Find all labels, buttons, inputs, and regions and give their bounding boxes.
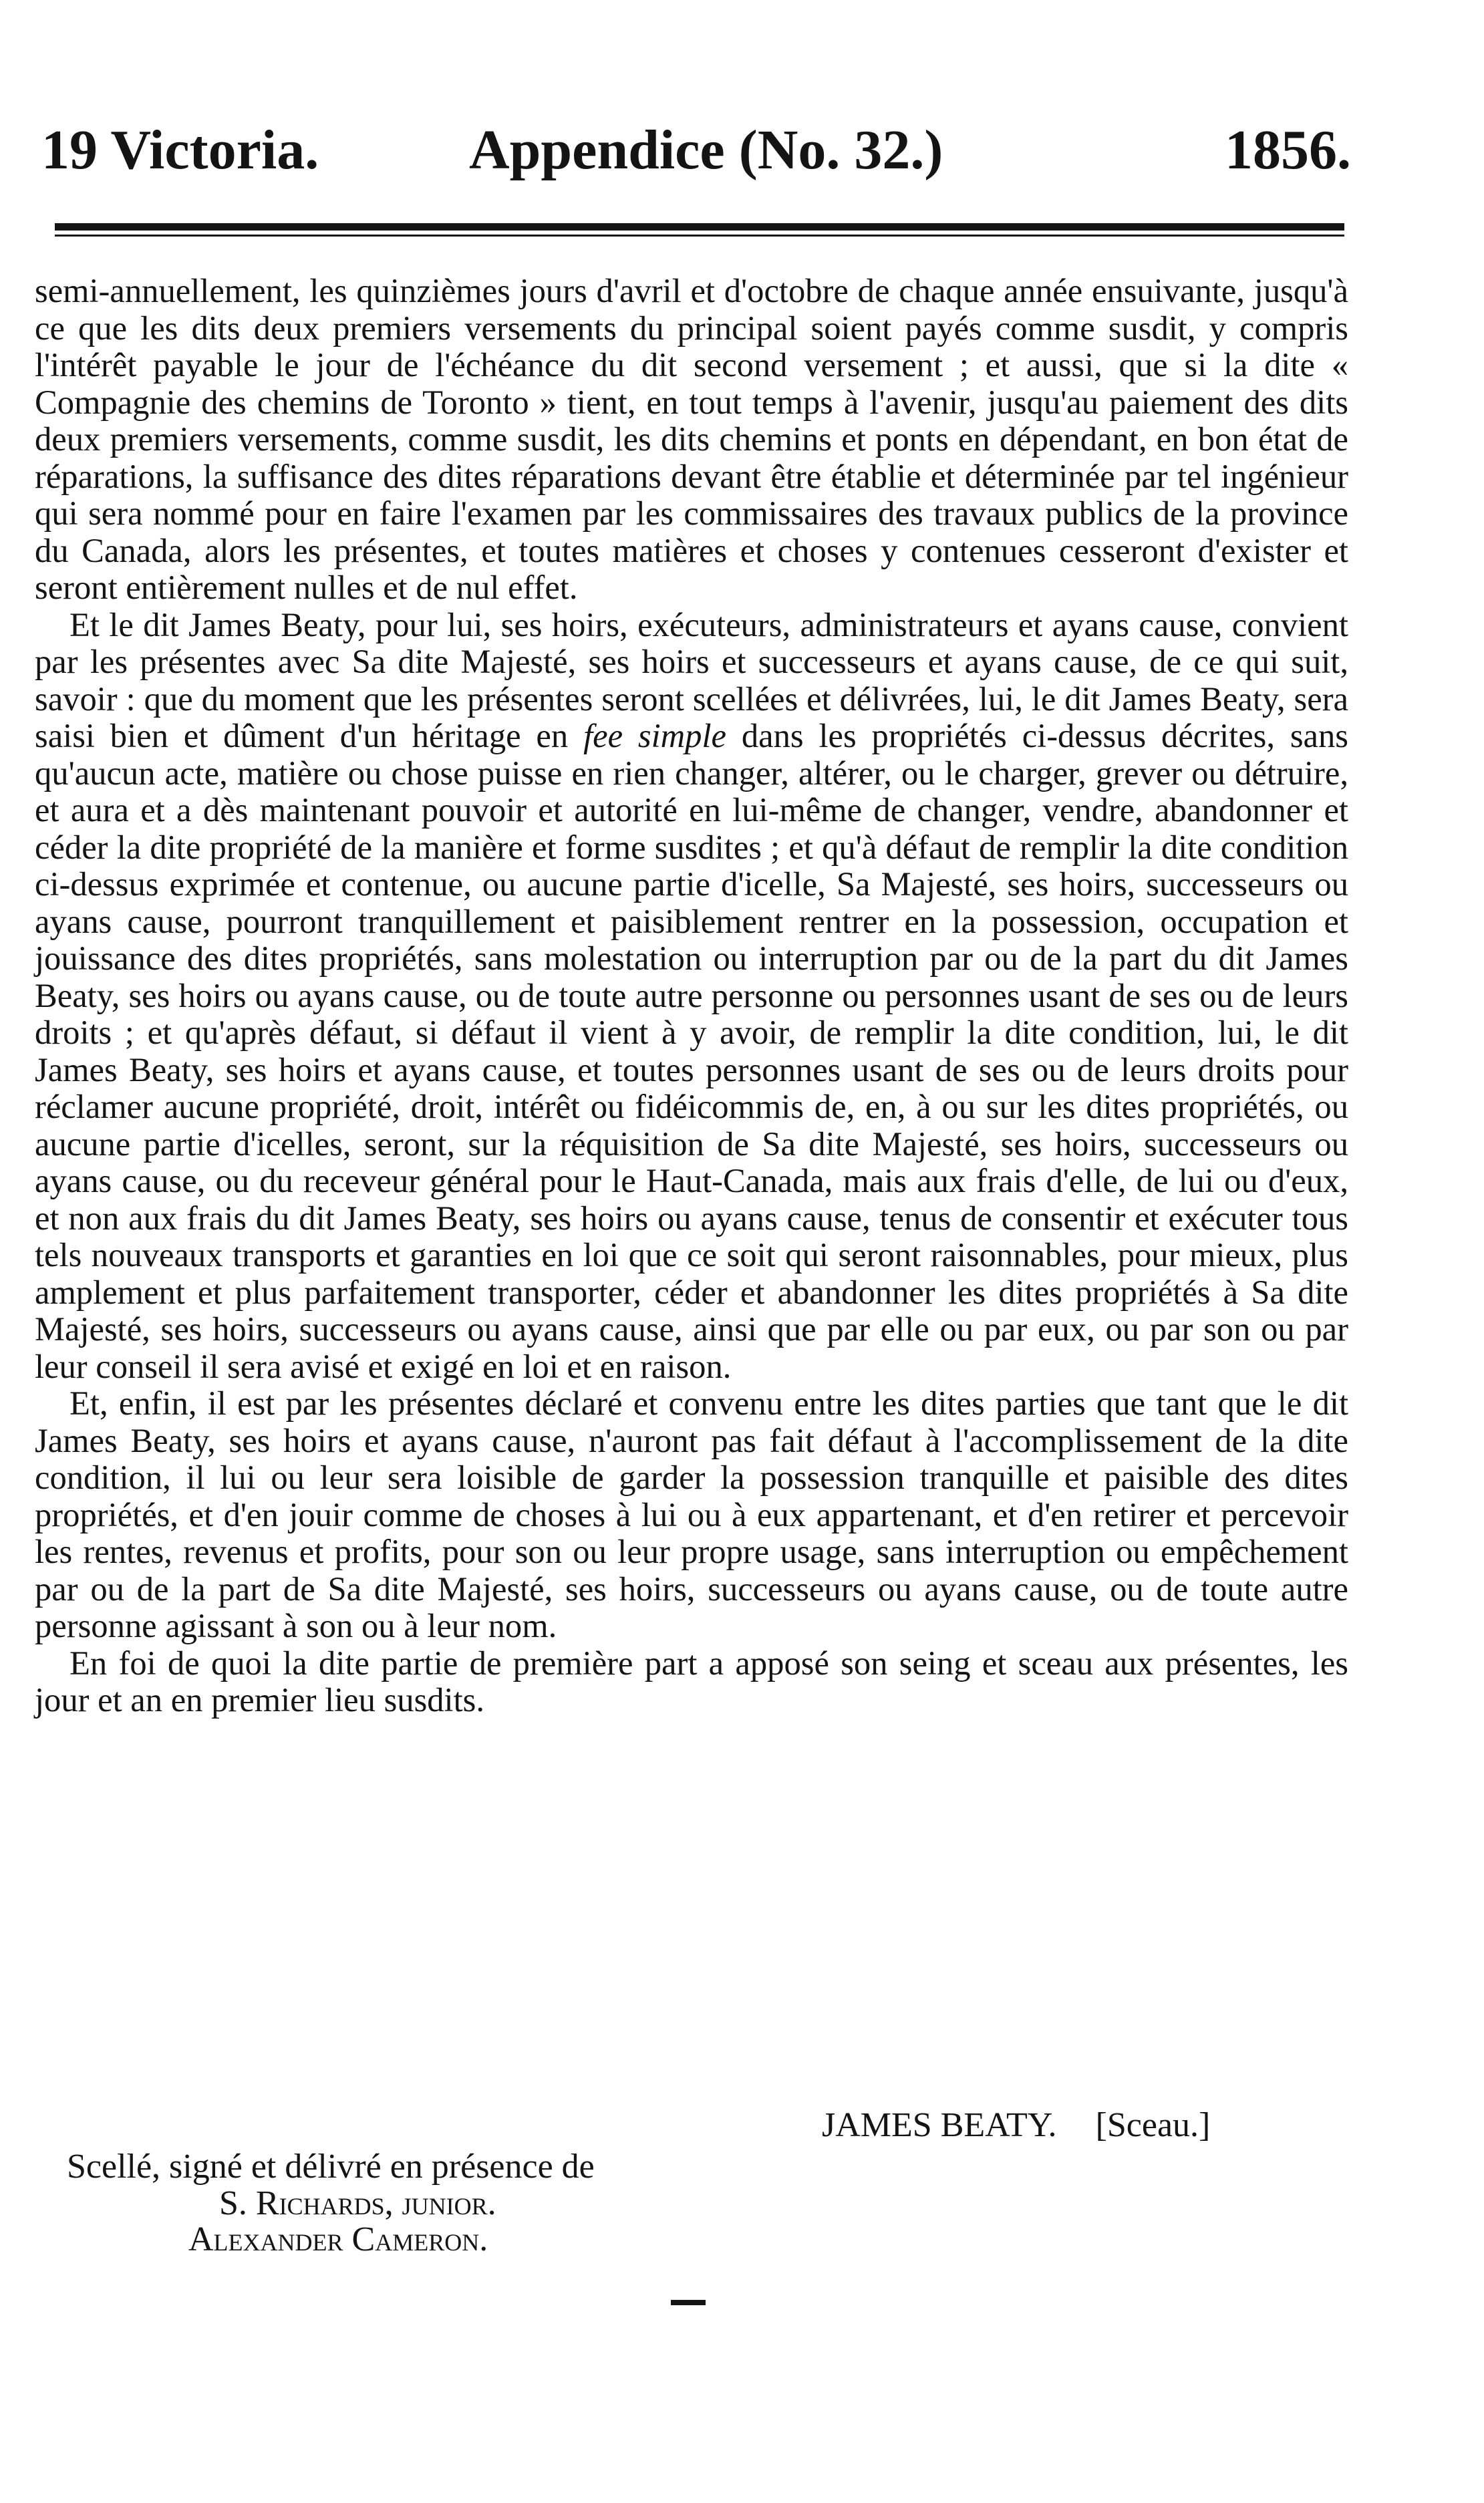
header-appendix: Appendice (No. 32.) bbox=[469, 119, 943, 181]
paragraph-covenant-text-b: dans les propriétés ci-dessus décrites, sans qu'aucun acte, matière ou chose puisse en rien changer, altérer, ou le charger, grever ou détruire, et aura et a dès maintenant pouvoir et autorité en lui-même de changer, vendre, abandonner et céder la dite propriété de la manière et forme susdites ; et qu'à défaut de remplir la dite condition ci-dessus exprimée et contenue, ou aucune partie d'icelle, Sa Majesté, ses hoirs, successeurs ou ayans cause, pourront tranquillement et paisiblement rentrer en la possession, occupation et jouissance des dites propriétés, sans molestation ou interruption par ou de la part du dit James Beaty, ses hoirs ou ayans cause, ou de toute autre personne ou personnes usant de ses ou de leurs droits ; et qu'après défaut, si défaut il vient à y avoir, de remplir la dite condition, lui, le dit James Beaty, ses hoirs et ayans cause, et toutes personnes usant de ses ou de leurs droits pour réclamer aucune propriété, droit, intérêt ou fidéicommis de, en, à ou sur les dites propriétés, ou aucune partie d'icelles, seront, sur la réquisition de Sa dite Majesté, ses hoirs, successeurs ou ayans cause, ou du receveur général pour le Haut-Canada, mais aux frais d'elle, de lui ou d'eux, et non aux frais du dit James Beaty, ses hoirs ou ayans cause, tenus de consentir et exécuter tous tels nouveaux transports et garanties en loi que ce soit qui seront raisonnables, pour mieux, plus amplement et plus parfaitement transporter, céder et abandonner les dites propriétés à Sa dite Majesté, ses hoirs, successeurs ou ayans cause, ainsi que par elle ou par eux, ou par son ou par leur conseil il sera avisé et exigé en loi et en raison. bbox=[35, 717, 1348, 1385]
paragraph-covenant bbox=[35, 607, 1348, 1386]
page-header bbox=[41, 114, 1351, 187]
witness-name-richards: S. Richards, junior. bbox=[219, 2184, 496, 2222]
paragraph-attestation: En foi de quoi la dite partie de première part a apposé son seing et sceau aux présentes, les jour et an en premier lieu susdits. bbox=[35, 1644, 1348, 1719]
paragraph-possession: Et, enfin, il est par les présentes déclaré et convenu entre les dites parties que tant que le dit James Beaty, ses hoirs et ayans cause, n'auront pas fait défaut à l'accomplissement de la dite condition, il lui ou leur sera loisible de garder la possession tranquille et paisible des dites propriétés, et d'en jouir comme de choses à lui ou à eux appartenant, et d'en retirer et percevoir les rentes, revenus et profits, pour son ou leur propre usage, sans interruption ou empêchement par ou de la part de Sa dite Majesté, ses hoirs, successeurs ou ayans cause, ou de toute autre personne agissant à son ou à leur nom. bbox=[35, 1384, 1348, 1644]
closing-dash bbox=[671, 2300, 706, 2305]
document-body bbox=[35, 273, 1348, 1719]
signature-line bbox=[822, 2105, 1484, 2146]
seal-mark: [Sceau.] bbox=[1095, 2106, 1211, 2144]
header-rule-thin bbox=[55, 235, 1344, 237]
header-session: 19 Victoria. bbox=[41, 119, 319, 181]
paragraph-covenant-fee-simple: fee simple bbox=[583, 717, 726, 754]
witness-intro: Scellé, signé et délivré en présence de bbox=[67, 2148, 595, 2186]
header-rule-thick bbox=[55, 223, 1344, 231]
header-year: 1856. bbox=[1225, 119, 1351, 181]
paragraph-continuation: semi-annuellement, les quinzièmes jours d'avril et d'octobre de chaque année ensuivante, jusqu'à ce que les dits deux premiers versements du principal soient payés comme susdit, y compris l'intérêt payable le jour de l'échéance du dit second versement ; et aussi, que si la dite « Compagnie des chemins de Toronto » tient, en tout temps à l'avenir, jusqu'au paiement des dits deux premiers versements, comme susdit, les dits chemins et ponts en dépendant, en bon état de réparations, la suffisance des dites réparations devant être établie et déterminée par tel ingénieur qui sera nommé pour en faire l'examen par les commissaires des travaux publics de la province du Canada, alors les présentes, et toutes matières et choses y contenues cesseront d'exister et seront entièrement nulles et de nul effet. bbox=[35, 272, 1348, 606]
signatory-name: JAMES BEATY. bbox=[822, 2106, 1057, 2144]
witness-name-cameron: Alexander Cameron. bbox=[188, 2220, 488, 2258]
paragraph-covenant-text-a: Et le dit James Beaty, pour lui, ses hoirs, exécuteurs, administrateurs et ayans cause, convient par les présentes avec Sa dite Majesté, ses hoirs et successeurs et ayans cause, de ce qui suit, savoir : que du moment que les présentes seront scellées et délivrées, lui, le dit James Beaty, sera saisi bien et dûment d'un héritage en bbox=[35, 605, 1348, 754]
